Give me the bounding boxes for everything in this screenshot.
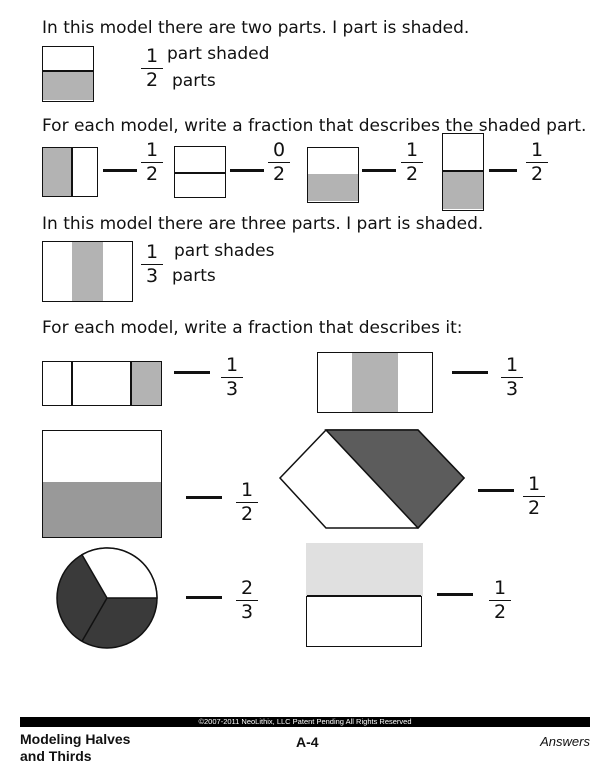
- answer-fraction-8: [523, 474, 545, 519]
- fraction-numerator: 1: [523, 474, 545, 497]
- fraction-denominator: 2: [493, 601, 507, 623]
- model-unshaded-halves: [174, 146, 226, 198]
- answer-fraction-10: [489, 578, 511, 623]
- fraction-denominator: 2: [145, 69, 159, 91]
- fraction-denominator: 2: [530, 163, 544, 185]
- worksheet-title: [20, 731, 130, 765]
- answer-line: [186, 596, 222, 599]
- answer-fraction-9: [236, 578, 258, 623]
- fraction-numerator: 1: [221, 355, 243, 378]
- fraction-numerator: 1: [501, 355, 523, 378]
- model-thirds-center: [317, 352, 433, 413]
- fraction-numerator: 0: [268, 140, 290, 163]
- answer-line: [186, 496, 222, 499]
- intro-halves-fraction: [141, 46, 163, 91]
- fraction-numerator: 2: [236, 578, 258, 601]
- intro-halves-model: [42, 46, 94, 102]
- parts-label: parts: [172, 71, 216, 91]
- answer-fraction-5: [221, 355, 243, 400]
- model-half-large: [42, 430, 162, 538]
- fraction-numerator: 1: [141, 140, 163, 163]
- fraction-denominator: 3: [505, 378, 519, 400]
- answer-line: [230, 169, 264, 172]
- answer-fraction-7: [236, 480, 258, 525]
- parts-label-2: parts: [172, 266, 216, 286]
- intro-two-parts-text: In this model there are two parts. I part is shaded.: [42, 18, 470, 38]
- instruction-describe: For each model, write a fraction that describes it:: [42, 318, 463, 338]
- answer-fraction-6: [501, 355, 523, 400]
- fraction-numerator: 1: [526, 140, 548, 163]
- circle-thirds-model: [55, 546, 159, 650]
- fraction-denominator: 2: [272, 163, 286, 185]
- fraction-denominator: 3: [240, 601, 254, 623]
- answer-fraction-2: [268, 140, 290, 185]
- instruction-shaded-part: For each model, write a fraction that describes the shaded part.: [42, 116, 587, 136]
- answer-line: [174, 371, 210, 374]
- fraction-denominator: 3: [225, 378, 239, 400]
- part-shades-label: part shades: [174, 241, 275, 261]
- title-line-1: Modeling Halves: [20, 731, 131, 747]
- model-half-horizontal: [307, 147, 359, 203]
- model-thirds-wide: [42, 361, 162, 406]
- fraction-numerator: 1: [401, 140, 423, 163]
- title-line-2: and Thirds: [20, 748, 92, 764]
- answer-line: [437, 593, 473, 596]
- answer-line: [362, 169, 396, 172]
- answer-fraction-4: [526, 140, 548, 185]
- model-half-tall: [442, 133, 484, 211]
- fraction-numerator: 1: [489, 578, 511, 601]
- fraction-denominator: 2: [145, 163, 159, 185]
- answers-label: Answers: [540, 734, 590, 749]
- intro-thirds-fraction: [141, 242, 163, 287]
- fraction-denominator: 2: [527, 497, 541, 519]
- fraction-denominator: 2: [240, 503, 254, 525]
- answer-line: [489, 169, 517, 172]
- hexagon-half-model: [278, 428, 468, 530]
- fraction-numerator: 1: [141, 46, 163, 69]
- page-number: A-4: [296, 734, 319, 750]
- answer-fraction-3: [401, 140, 423, 185]
- model-half-vertical: [42, 147, 98, 197]
- fraction-denominator: 3: [145, 265, 159, 287]
- intro-three-parts-text: In this model there are three parts. I part is shaded.: [42, 214, 484, 234]
- answer-fraction-1: [141, 140, 163, 185]
- model-half-top-shaded: [306, 543, 422, 647]
- answer-line: [452, 371, 488, 374]
- copyright-bar: ©2007-2011 NeoLithix, LLC Patent Pending All Rights Reserved: [20, 717, 590, 727]
- intro-thirds-model: [42, 241, 133, 302]
- fraction-numerator: 1: [141, 242, 163, 265]
- answer-line: [478, 489, 514, 492]
- fraction-denominator: 2: [405, 163, 419, 185]
- answer-line: [103, 169, 137, 172]
- part-shaded-label: part shaded: [167, 44, 270, 64]
- fraction-numerator: 1: [236, 480, 258, 503]
